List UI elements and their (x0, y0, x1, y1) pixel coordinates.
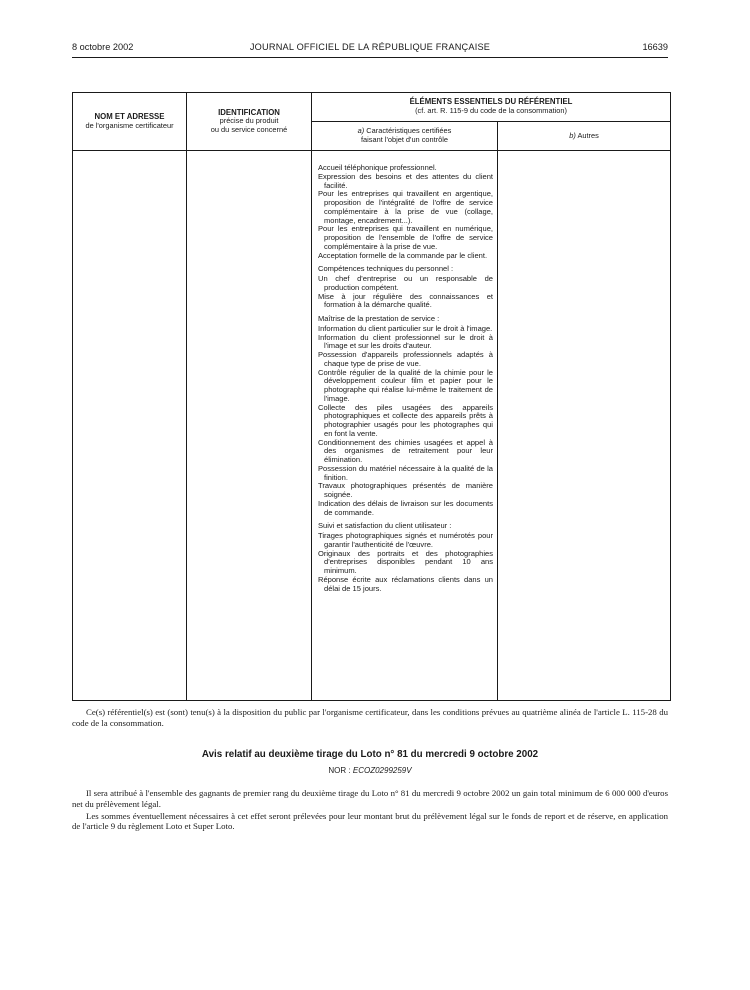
notice-paragraph-1: Il sera attribué à l'ensemble des gagnants de premier rang du deuxième tirage du Loto n° 81 du mercredi 9 octobre 2002 un gain total minimum de 6 000 000 d'euros net du prélèvement légal. (72, 788, 668, 809)
criteria-item: Originaux des portraits et des photographies d'entreprises disponibles pendant 10 ans minimum. (318, 548, 493, 575)
criteria-item: Mise à jour régulière des connaissances et formation à la démarche qualité. (318, 291, 493, 310)
criteria-item: Collecte des piles usagées des appareils photographiques et collecte des appareils prêts à photographier usagés pour les photographes qui en font la vente. (318, 402, 493, 438)
criteria-item: Possession du matériel nécessaire à la qualité de la finition. (318, 463, 493, 482)
column-header-elements-title: ÉLÉMENTS ESSENTIELS DU RÉFÉRENTIEL (409, 97, 573, 107)
criteria-item: Accueil téléphonique professionnel. (318, 163, 437, 172)
notice-title: Avis relatif au deuxième tirage du Loto n° 81 du mercredi 9 octobre 2002 (201, 749, 539, 760)
column-header-elements (312, 93, 671, 122)
criteria-group-title: Maîtrise de la prestation de service : (318, 314, 440, 323)
criteria-group (318, 265, 493, 310)
running-header (72, 42, 668, 56)
column-header-caracteristiques (312, 122, 498, 151)
cell-organisme (73, 151, 187, 701)
nor-line (72, 766, 668, 775)
criteria-item: Conditionnement des chimies usagées et appel à des organismes de retraitement pour leur élimination. (318, 437, 493, 464)
criteria-group-title: Suivi et satisfaction du client utilisateur : (318, 521, 452, 531)
nor-code: ECOZ0299259V (352, 766, 412, 775)
criteria-item: Information du client professionnel sur le droit à l'image et sur les droits d'auteur. (318, 332, 493, 351)
nor-label: NOR : (328, 766, 351, 775)
referentiel-table (72, 92, 671, 701)
column-header-organisme-title: NOM ET ADRESSE (94, 111, 165, 121)
page-number: 16639 (642, 42, 668, 52)
header-rule (72, 57, 668, 58)
criteria-group (318, 164, 493, 260)
column-header-elements-sub: (cf. art. R. 115-9 du code de la consommation) (415, 106, 567, 115)
criteria-item: Information du client particulier sur le droit à l'image. (318, 323, 493, 333)
cell-caracteristiques (312, 151, 498, 701)
column-header-organisme-sub: de l'organisme certificateur (85, 120, 174, 130)
criteria-item: Expression des besoins et des attentes du client facilité. (318, 171, 493, 190)
column-header-identification-title: IDENTIFICATION (218, 107, 280, 117)
criteria-group (318, 522, 493, 593)
criteria-item: Travaux photographiques présentés de manière soignée. (318, 481, 493, 499)
notice-body (72, 788, 668, 832)
column-header-organisme (73, 93, 187, 151)
column-header-identification-sub1: précise du produit (219, 116, 279, 126)
column-header-caracteristiques-letter: a) (357, 126, 365, 136)
criteria-item: Tirages photographiques signés et numérotés pour garantir l'authenticité de l'œuvre. (318, 531, 493, 549)
cell-identification (187, 151, 312, 701)
criteria-item: Possession d'appareils professionnels adaptés à chaque type de prise de vue. (318, 350, 493, 368)
criteria-item: Indication des délais de livraison sur les documents de commande. (318, 498, 493, 517)
column-header-caracteristiques-title: Caractéristiques certifiées (366, 126, 452, 136)
referentiel-note-text: Ce(s) référentiel(s) est (sont) tenu(s) à la disposition du public par l'organisme certificateur, dans les conditions prévues au quatrième alinéa de l'article L. 115-28 du code de la consommation. (72, 707, 668, 728)
cell-autres (498, 151, 671, 701)
criteria-item: Pour les entreprises qui travaillent en numérique, proposition de l'ensemble de l'offre de service complémentaire à la prise de vue. (318, 224, 493, 251)
criteria-item: Réponse écrite aux réclamations clients dans un délai de 15 jours. (318, 574, 493, 593)
column-header-identification (187, 93, 312, 151)
criteria-group-title: Compétences techniques du personnel : (318, 264, 454, 274)
column-header-identification-sub2: ou du service concerné (210, 124, 288, 134)
column-header-caracteristiques-title-2: faisant l'objet d'un contrôle (360, 135, 449, 144)
criteria-list (312, 151, 497, 593)
referentiel-note (72, 707, 668, 729)
criteria-item: Pour les entreprises qui travaillent en argentique, proposition de l'intégralité de l'offre de service complémentaire à la prise de vue (collage, montage, encadrement...). (318, 189, 493, 225)
notice-paragraph-2: Les sommes éventuellement nécessaires à cet effet seront prélevées pour leur montant brut du prélèvement légal sur le fonds de report et de réserve, en application de l'article 9 du règlement Loto et Super Loto. (72, 810, 668, 832)
column-header-autres-letter: b) (569, 130, 576, 140)
criteria-item: Un chef d'entreprise ou un responsable de production compétent. (318, 274, 493, 292)
criteria-item: Acceptation formelle de la commande par le client. (318, 250, 488, 260)
header-date: 8 octobre 2002 (72, 42, 134, 52)
criteria-item: Contrôle régulier de la qualité de la chimie pour le développement couleur film et papier pour le photographe qui réalise lui-même le traitement de l'image. (318, 367, 493, 403)
journal-title: JOURNAL OFFICIEL DE LA RÉPUBLIQUE FRANÇAISE (249, 42, 491, 52)
criteria-group (318, 315, 493, 517)
column-header-autres (498, 122, 671, 151)
column-header-autres-title: Autres (577, 130, 599, 140)
